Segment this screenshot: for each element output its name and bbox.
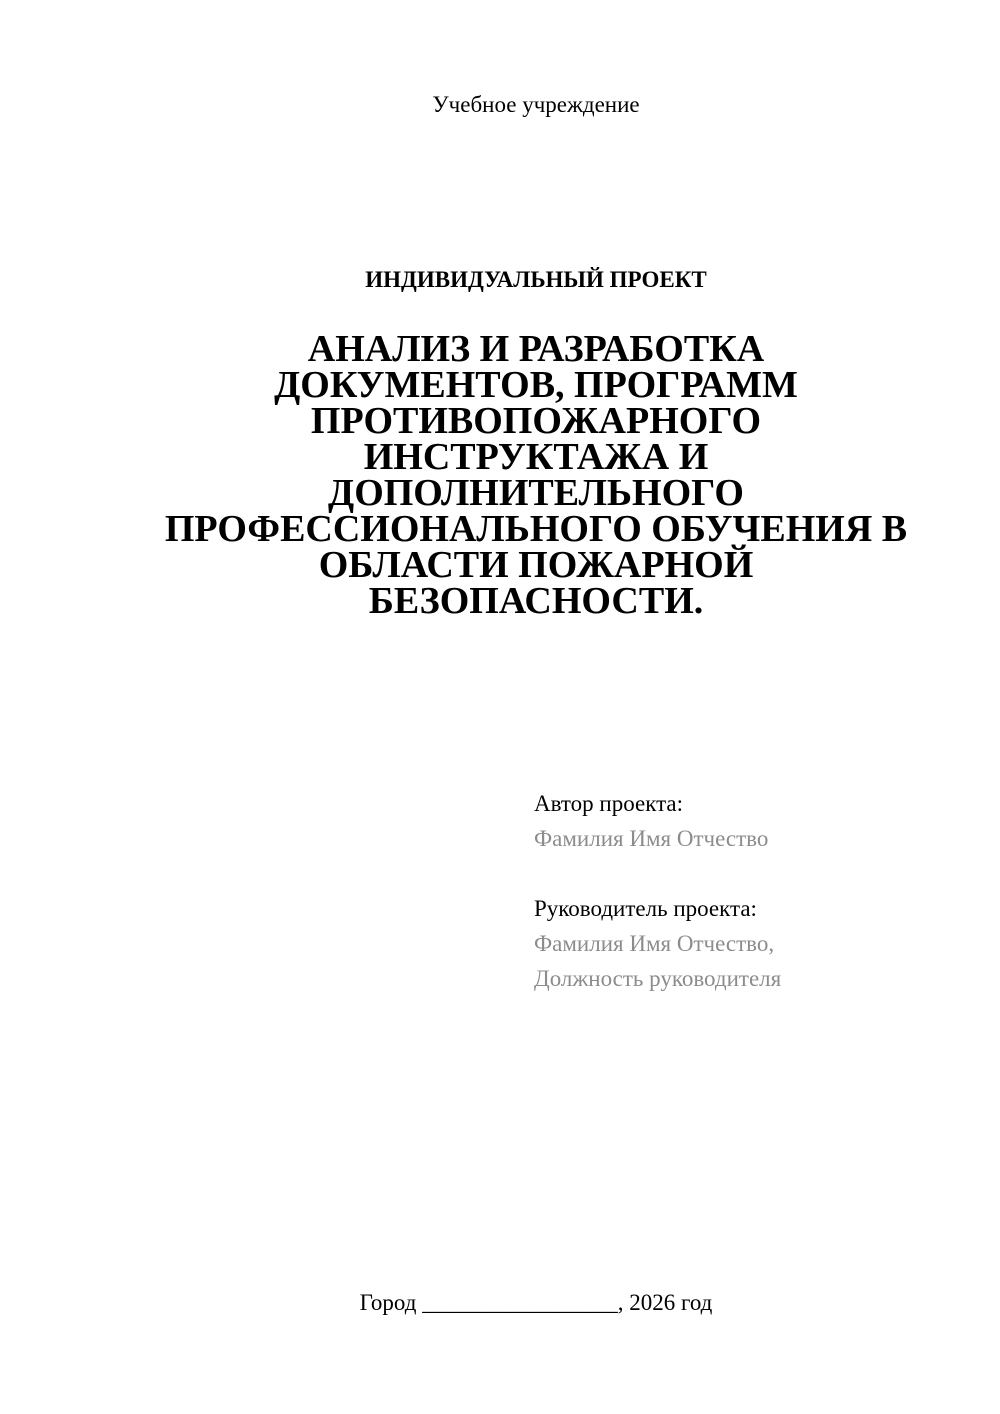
project-title-line: ДОКУМЕНТОВ, ПРОГРАММ [274, 364, 798, 406]
project-title-line: ДОПОЛНИТЕЛЬНОГО [328, 472, 744, 514]
institution-name: Учебное учреждение [432, 92, 640, 117]
supervisor-name: Фамилия Имя Отчество, [534, 931, 775, 956]
supervisor-position: Должность руководителя [534, 966, 782, 991]
supervisor-label: Руководитель проекта: [534, 896, 757, 921]
credits-block [534, 786, 974, 996]
credits-spacer [534, 856, 974, 891]
author-name: Фамилия Имя Отчество [534, 826, 769, 851]
project-title-line: ИНСТРУКТАЖА И [363, 436, 709, 478]
project-title [150, 328, 922, 622]
project-title-line: ПРОФЕССИОНАЛЬНОГО ОБУЧЕНИЯ В [164, 508, 908, 550]
project-title-line: ОБЛАСТИ ПОЖАРНОЙ [318, 544, 754, 586]
author-label: Автор проекта: [534, 791, 683, 816]
project-title-line: ПРОТИВОПОЖАРНОГО [310, 400, 762, 442]
project-title-line: АНАЛИЗ И РАЗРАБОТКА [307, 328, 765, 370]
project-title-line: БЕЗОПАСНОСТИ. [368, 580, 704, 622]
project-type: ИНДИВИДУАЛЬНЫЙ ПРОЕКТ [365, 267, 707, 292]
city-year-line: Город _________________, 2026 год [359, 1290, 713, 1315]
